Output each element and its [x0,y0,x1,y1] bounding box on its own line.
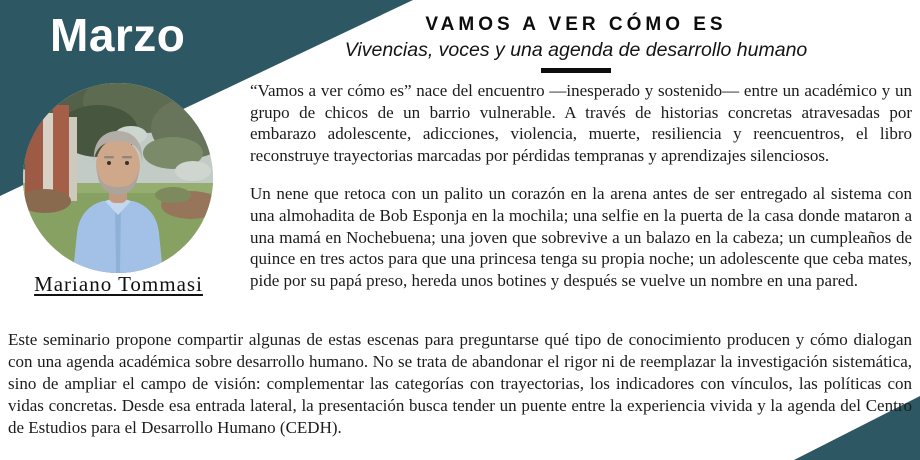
speaker-photo-illustration [23,83,213,273]
month-label: Marzo [50,9,186,61]
title-divider [541,68,611,73]
description-paragraph-1: “Vamos a ver cómo es” nace del encuentro —inesperado y sostenido— entre un académico y un grupo de chicos de un barrio vulnerable. A través de historias concretas atravesadas por embarazo adolescente, adicciones, violencia, muerte, resiliencia y reencuentros, el libro reconstruye trayectorias marcadas por pérdidas tempranas y aprendizajes silenciosos. [250,81,912,165]
description-column [250,80,912,291]
seminar-header [240,14,912,73]
seminar-title: VAMOS A VER CÓMO ES [425,14,727,35]
speaker-photo [23,83,213,273]
speaker-name: Mariano Tommasi [34,272,203,296]
description-paragraph-2: Un nene que retoca con un palito un corazón en la arena antes de ser entregado al sistema con una almohadita de Bob Esponja en la mochila; una selfie en la puerta de la casa donde mataron a una mamá en Nochebuena; una joven que sobrevive a un balazo en la cabeza; un cumpleaños de quince en tres actos para que una princesa tenga su propia noche; un adolescente que ceba mates, pide por su papá preso, hereda unos botines y después se vuelve un nombre en una pared. [250,184,912,290]
footer-paragraph: Este seminario propone compartir algunas de estas escenas para preguntarse qué tipo de conocimiento producen y cómo dialogan con una agenda académica sobre desarrollo humano. No se trata de abandonar el rigor ni de reemplazar la investigación sistemática, sino de ampliar el campo de visión: complementar las categorías con trayectorias, los indicadores con vínculos, las políticas con vidas concretas. Desde esa entrada lateral, la presentación busca tender un puente entre la experiencia vivida y la agenda del Centro de Estudios para el Desarrollo Humano (CEDH). [8,330,912,437]
seminar-subtitle: Vivencias, voces y una agenda de desarrollo humano [344,39,808,61]
